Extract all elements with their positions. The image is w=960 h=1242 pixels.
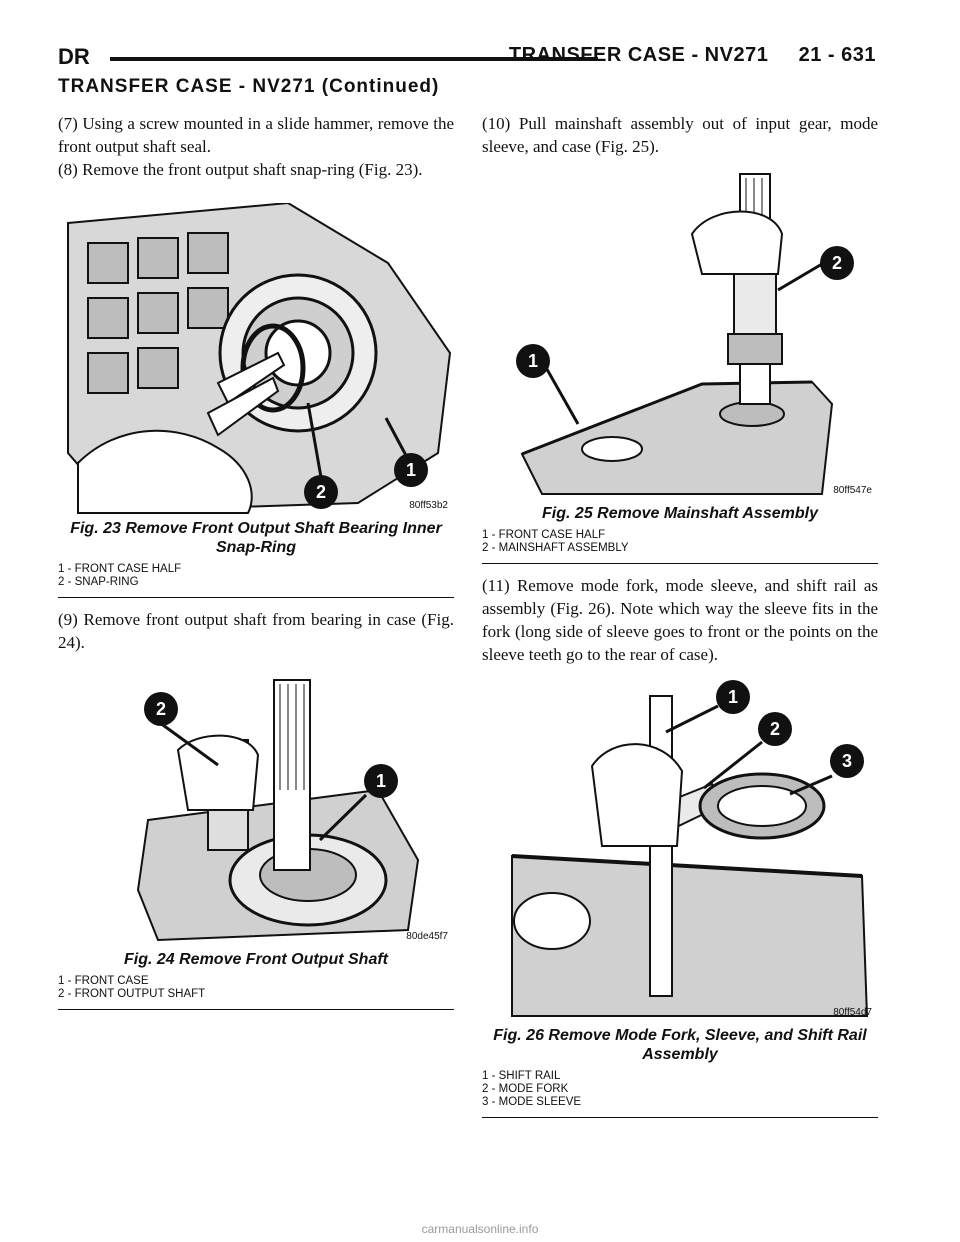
- callout-1: 1: [394, 453, 428, 487]
- legend-item: 2 - FRONT OUTPUT SHAFT: [58, 988, 206, 1000]
- step-11-text: (11) Remove mode fork, mode sleeve, and shift rail as assembly (Fig. 26). Note which way the sleeve fits in the fork (long side of sleeve goes to front or the points on the sleeve teeth go to the rear of case).: [482, 576, 878, 664]
- figure-23: [58, 203, 454, 598]
- legend-item: 1 - FRONT CASE HALF: [58, 563, 182, 575]
- callout-1: 1: [364, 764, 398, 798]
- figure-25-caption: Fig. 25 Remove Mainshaft Assembly: [542, 505, 818, 522]
- callout-2: 2: [820, 246, 854, 280]
- legend-item: 1 - FRONT CASE HALF: [482, 529, 606, 541]
- step-9-text: (9) Remove front output shaft from bearing in case (Fig. 24).: [58, 610, 454, 652]
- figure-divider: [482, 563, 878, 564]
- legend-item: 1 - FRONT CASE: [58, 975, 149, 987]
- left-column: [58, 112, 454, 1010]
- callout-2: 2: [144, 692, 178, 726]
- figure-26: [482, 676, 878, 1118]
- header-page-ref: TRANSFER CASE - NV271 21 - 631: [508, 44, 876, 66]
- header-dr: DR: [58, 44, 90, 69]
- legend-item: 2 - MODE FORK: [482, 1083, 569, 1095]
- step-10-text: (10) Pull mainshaft assembly out of input gear, mode sleeve, and case (Fig. 25).: [482, 114, 878, 156]
- figure-25-illustration: [482, 164, 878, 500]
- legend-item: 1 - SHIFT RAIL: [482, 1070, 561, 1082]
- figure-24: [58, 670, 454, 1010]
- figure-divider: [58, 597, 454, 598]
- figure-code: 80ff54d7: [833, 1007, 872, 1018]
- figure-23-legend: [58, 563, 454, 589]
- watermark: carmanualsonline.info: [421, 1222, 539, 1236]
- callout-1: 1: [716, 680, 750, 714]
- figure-divider: [482, 1117, 878, 1118]
- figure-24-legend: [58, 975, 454, 1001]
- figure-24-caption: Fig. 24 Remove Front Output Shaft: [123, 951, 388, 968]
- figure-23-caption: Fig. 23 Remove Front Output Shaft Bearing Inner Snap-Ring: [70, 520, 442, 556]
- right-column: [482, 112, 878, 1118]
- figure-25-legend: [482, 529, 878, 555]
- legend-item: 3 - MODE SLEEVE: [482, 1096, 582, 1108]
- figure-25: [482, 164, 878, 564]
- step-8-text: (8) Remove the front output shaft snap-ring (Fig. 23).: [58, 160, 423, 179]
- figure-divider: [58, 1009, 454, 1010]
- callout-2: 2: [758, 712, 792, 746]
- callout-2: 2: [304, 475, 338, 509]
- page-header: [58, 44, 876, 72]
- legend-item: 2 - SNAP-RING: [58, 576, 139, 588]
- figure-26-illustration: [482, 676, 878, 1022]
- callout-3: 3: [830, 744, 864, 778]
- figure-26-caption: Fig. 26 Remove Mode Fork, Sleeve, and Shift Rail Assembly: [493, 1027, 867, 1063]
- figure-23-illustration: [58, 203, 454, 515]
- figure-24-illustration: [58, 670, 454, 946]
- section-title: TRANSFER CASE - NV271 (Continued): [58, 76, 440, 97]
- figure-code: 80ff547e: [833, 485, 872, 496]
- figure-code: 80de45f7: [406, 931, 448, 942]
- step-7-text: (7) Using a screw mounted in a slide hammer, remove the front output shaft seal.: [58, 114, 454, 156]
- figure-code: 80ff53b2: [409, 500, 448, 511]
- callout-1: 1: [516, 344, 550, 378]
- legend-item: 2 - MAINSHAFT ASSEMBLY: [482, 542, 629, 554]
- figure-26-legend: [482, 1070, 878, 1109]
